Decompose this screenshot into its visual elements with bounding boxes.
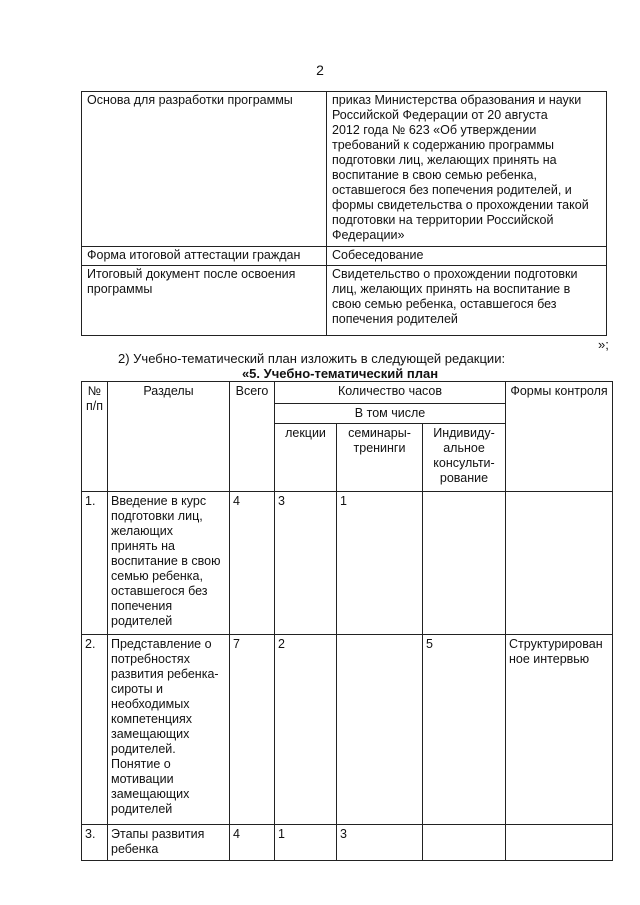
row-lectures: 2 [275, 635, 337, 825]
header-including: В том числе [275, 404, 506, 424]
table-row [82, 247, 607, 266]
row-lectures: 1 [275, 825, 337, 861]
row-individual [423, 825, 506, 861]
table-row [82, 825, 613, 861]
row-num: 2. [82, 635, 108, 825]
row-seminars: 1 [337, 492, 423, 635]
amendment-intro: 2) Учебно-тематический план изложить в следующей редакции: [118, 351, 506, 366]
closing-quote: »; [598, 337, 609, 352]
header-lectures: лекции [275, 424, 337, 492]
row-section: Этапы развития ребенка [108, 825, 230, 861]
row-num: 1. [82, 492, 108, 635]
header-hours: Количество часов [275, 382, 506, 404]
row-control [506, 825, 613, 861]
page-number: 2 [316, 62, 324, 78]
curriculum-plan-table [81, 381, 613, 861]
attestation-form-label: Форма итоговой аттестации граждан [82, 247, 327, 266]
row-total: 4 [230, 492, 275, 635]
row-num: 3. [82, 825, 108, 861]
header-num: № п/п [82, 382, 108, 492]
row-total: 7 [230, 635, 275, 825]
row-total: 4 [230, 825, 275, 861]
header-individual: Индивиду- альное консульти- рование [423, 424, 506, 492]
attestation-form-value: Собеседование [327, 247, 607, 266]
row-lectures: 3 [275, 492, 337, 635]
row-control [506, 492, 613, 635]
row-individual [423, 492, 506, 635]
header-control: Формы контроля [506, 382, 613, 492]
program-basis-label: Основа для разработки программы [82, 92, 327, 247]
row-section: Представление о потребностях развития ребенка- сироты и необходимых компетенциях замещающих родителей. Понятие о мотивации замещающих родителей [108, 635, 230, 825]
table-row [82, 492, 613, 635]
final-document-label: Итоговый документ после освоения программы [82, 266, 327, 336]
row-seminars: 3 [337, 825, 423, 861]
row-individual: 5 [423, 635, 506, 825]
header-total: Всего [230, 382, 275, 492]
row-section: Введение в курс подготовки лиц, желающих принять на воспитание в свою семью ребенка, оставшегося без попечения родителей [108, 492, 230, 635]
table-row [82, 266, 607, 336]
row-seminars [337, 635, 423, 825]
plan-title: «5. Учебно-тематический план [241, 366, 439, 381]
program-info-table [81, 91, 607, 336]
row-control: Структурирован ное интервью [506, 635, 613, 825]
final-document-value: Свидетельство о прохождении подготовки лиц, желающих принять на воспитание в свою семью ребенка, оставшегося без попечения родителей [327, 266, 607, 336]
program-basis-value: приказ Министерства образования и науки Российской Федерации от 20 августа 2012 года № 623 «Об утверждении требований к содержанию программы подготовки лиц, желающих принять на воспитание в свою семью ребенка, оставшегося без попечения родителей, и формы свидетельства о прохождении такой подготовки на территории Российской Федерации» [327, 92, 607, 247]
table-row [82, 635, 613, 825]
table-row [82, 92, 607, 247]
header-row [82, 382, 613, 404]
header-sections: Разделы [108, 382, 230, 492]
header-seminars: семинары- тренинги [337, 424, 423, 492]
